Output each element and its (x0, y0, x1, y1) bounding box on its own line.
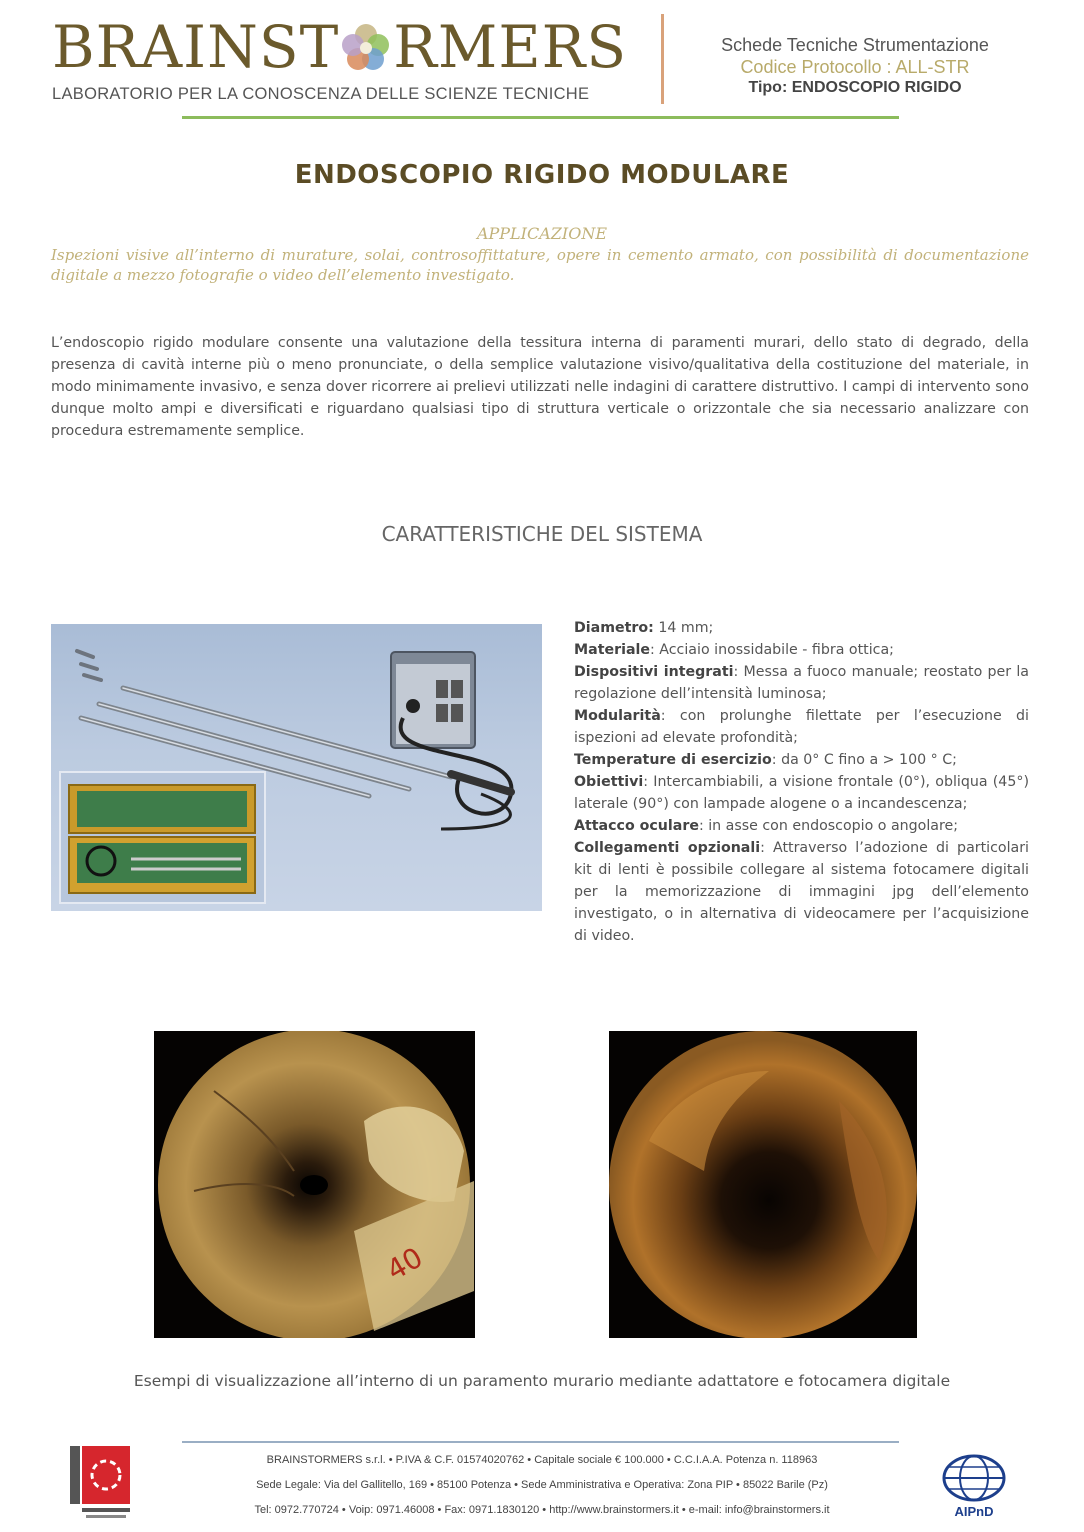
spec-value: : in asse con endoscopio o angolare; (698, 818, 959, 834)
header-divider (661, 14, 664, 104)
spec-eyepiece (574, 815, 1029, 837)
brand-logo (52, 12, 627, 82)
footer-address-line: Sede Legale: Via del Gallitello, 169 • 85100 Potenza • Sede Amministrativa e Operativa: Zona PIP • 85022 Barile (Pz) (256, 1479, 828, 1491)
header-protocol-code: Codice Protocollo : ALL-STR (740, 57, 970, 77)
spec-optional-connections (574, 837, 1029, 947)
brand-text-left: BRAINST (52, 13, 340, 81)
spec-integrated-devices (574, 661, 1029, 705)
spec-label: Obiettivi (574, 774, 644, 790)
application-text: Ispezioni visive all’interno di murature, solai, controsoffittature, opere in cemento armato, con possibilità di documentazione digitale a mezzo fotografie o video dell’elemento investigato. (51, 246, 1029, 284)
product-photo (51, 624, 542, 911)
spec-value: 14 mm; (653, 620, 714, 636)
endoscope-view-2 (609, 1031, 917, 1338)
footer-contact-line: Tel: 0972.770724 • Voip: 0971.46008 • Fax: 0971.1830120 • http://www.brainstormers.it • e-mail: info@brainstormers.it (254, 1504, 830, 1516)
carry-case-illustration (61, 773, 264, 902)
footer-rule (182, 1441, 899, 1443)
header-rule (182, 116, 899, 119)
specifications-list (574, 617, 1029, 947)
header-info (690, 34, 1020, 98)
endoscope-view-1 (154, 1031, 475, 1338)
spec-label: Collegamenti opzionali (574, 840, 761, 856)
brand-text-right: RMERS (393, 13, 628, 81)
spec-modularity (574, 705, 1029, 749)
spec-value: : Intercambiabili, a visione frontale (0°), obliqua (45°) laterale (90°) con lampade alogene o a incandescenza; (574, 774, 1029, 812)
spec-value: : da 0° C fino a > 100 ° C; (771, 752, 957, 768)
spec-diameter (574, 617, 1029, 639)
spec-label: Temperature di esercizio (574, 752, 772, 768)
globe-icon (938, 1450, 1010, 1520)
system-heading: CARATTERISTICHE DEL SISTEMA (381, 522, 703, 546)
spec-objectives (574, 771, 1029, 815)
application-heading: APPLICAZIONE (476, 224, 608, 243)
endoscope-view-1-illustration (154, 1031, 475, 1338)
header-doc-type: Schede Tecniche Strumentazione (721, 35, 989, 55)
spec-label: Dispositivi integrati (574, 664, 734, 680)
aipnd-logo (938, 1450, 1010, 1520)
spec-value: : Attraverso l’adozione di particolari kit di lenti è possibile collegare al sistema fotocamere digitali per la memorizzazione di immagini jpg dell’elemento investigato, o in alternativa di videocamere per l’acquisizione di video. (574, 840, 1029, 944)
certification-logo (70, 1444, 132, 1524)
endoscope-view-2-illustration (609, 1031, 917, 1338)
footer-company-line: BRAINSTORMERS s.r.l. • P.IVA & C.F. 01574020762 • Capitale sociale € 100.000 • C.C.I.A.A. Potenza n. 118963 (266, 1454, 818, 1466)
spec-label: Modularità (574, 708, 661, 724)
spec-label: Materiale (574, 642, 651, 658)
aipnd-text: AIPnD (954, 1504, 994, 1519)
carry-case-photo (59, 771, 266, 904)
page-title: ENDOSCOPIO RIGIDO MODULARE (294, 160, 790, 190)
spec-value: : Acciaio inossidabile - fibra ottica; (650, 642, 894, 658)
spec-operating-temperature (574, 749, 1029, 771)
intro-paragraph: L’endoscopio rigido modulare consente una valutazione della tessitura interna di paramenti murari, dello stato di degrado, della presenza di cavità interne più o meno pronunciate, o della semplice valutazione visivo/qualitativa della costituzione del materiale, in modo minimamente invasivo, e senza dover ricorrere ai prelievi utilizzati nelle indagini di carattere distruttivo. I campi di intervento sono dunque molto ampi e diversificati e riguardano qualsiasi tipo di struttura verticale o orizzontale che sia necessario analizzare con procedura estremamente semplice. (51, 335, 1029, 439)
spec-material (574, 639, 1029, 661)
certification-icon (70, 1444, 132, 1524)
spec-label: Diametro: (574, 620, 654, 636)
spec-label: Attacco oculare (574, 818, 699, 834)
photo-caption: Esempi di visualizzazione all’interno di un paramento murario mediante adattatore e fotocamera digitale (133, 1372, 951, 1390)
spec-value: : Messa a fuoco manuale; reostato per la regolazione dell’intensità luminosa; (574, 664, 1029, 702)
svg-text:40: 40 (381, 1240, 429, 1288)
brand-subtitle: LABORATORIO PER LA CONOSCENZA DELLE SCIENZE TECNICHE (52, 85, 590, 103)
flower-logo-icon (340, 21, 392, 73)
header-instrument-type: Tipo: ENDOSCOPIO RIGIDO (748, 79, 962, 96)
spec-value: : con prolunghe filettate per l’esecuzione di ispezioni ad elevate profondità; (574, 708, 1029, 746)
